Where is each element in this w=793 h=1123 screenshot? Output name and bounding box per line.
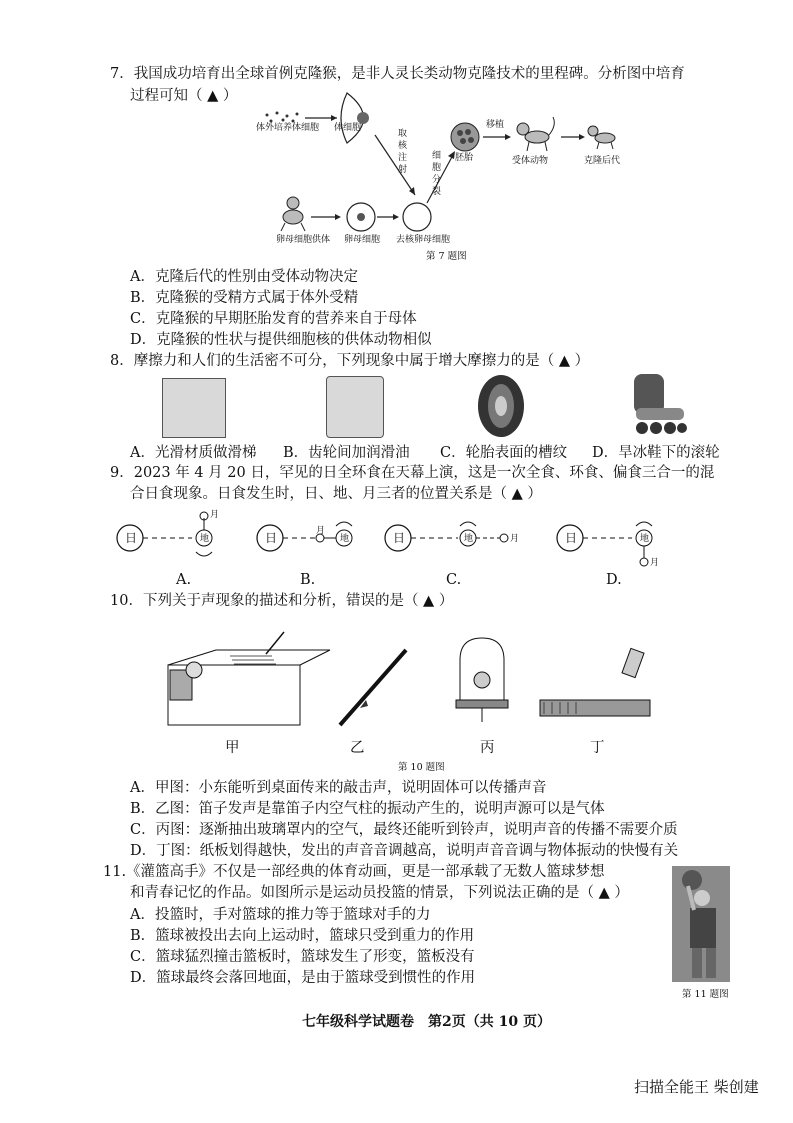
q10-option-c: C．丙图：逐渐抽出玻璃罩内的空气，最终还能听到铃声，说明声音的传播不需要介质 [130,822,678,838]
q8-option-c: C．轮胎表面的槽纹 [440,445,568,461]
flute-image [340,650,406,725]
label-somatic-cell: 体细胞 [334,123,362,133]
q9-option-a: A. [176,572,192,588]
q9a-moon: 月 [210,510,220,520]
page-footer: 七年级科学试题卷 第2页（共 10 页） [302,1014,551,1030]
q10-label-yi: 乙 [350,740,365,756]
clone-monkey-icon [588,126,615,149]
q9b-earth: 地 [340,534,350,544]
label-egg-donor: 卵母细胞供体 [276,235,331,245]
q9d-sun: 日 [565,531,578,545]
q10-caption: 第 10 题图 [398,762,445,773]
scanner-watermark: 扫描全能王 柴创建 [634,1078,759,1096]
label-enucleated-egg: 去核卵母细胞 [396,235,451,245]
tire-image [476,374,526,438]
q8-option-b: B．齿轮间加润滑油 [283,445,410,461]
q11-option-a: A．投篮时，手对篮球的推力等于篮球对手的力 [130,907,431,923]
q9-diagrams [112,508,672,573]
label-culture-cell: 体外培养体细胞 [256,123,320,133]
q7-option-a: A．克隆后代的性别由受体动物决定 [130,269,358,285]
gear-oil-image [326,376,384,438]
label-clone: 克隆后代 [584,156,621,166]
comb-card-image [540,648,650,716]
q10-option-d: D．丁图：纸板划得越快，发出的声音音调越高，说明声音音调与物体振动的快慢有关 [130,843,679,859]
label-embryo: 胚胎 [455,153,474,163]
q10-option-a: A．甲图：小东能听到桌面传来的敲击声，说明固体可以传播声音 [130,780,547,796]
label-cell-division: 细胞分裂 [432,151,442,197]
q10-option-b: B．乙图：笛子发声是靠笛子内空气柱的振动产生的，说明声源可以是气体 [130,801,605,817]
q9c-moon: 月 [510,534,520,544]
q8-stem: 8．摩擦力和人们的生活密不可分，下列现象中属于增大摩擦力的是（ ▲ ） [110,353,590,369]
q7-option-c: C．克隆猴的早期胚胎发育的营养来自于母体 [130,311,417,327]
roller-skate-image [626,372,688,438]
q9a-earth: 地 [200,534,210,544]
q7-caption: 第 7 题图 [426,251,467,262]
q7-option-b: B．克隆猴的受精方式属于体外受精 [130,290,359,306]
egg-donor-monkey-icon [281,197,305,231]
q9-option-b: B. [300,572,316,588]
slide-image [162,378,226,438]
recipient-monkey-icon [517,117,554,151]
label-egg: 卵母细胞 [344,235,381,245]
q10-stem: 10．下列关于声现象的描述和分析，错误的是（ ▲ ） [110,593,454,609]
label-recipient: 受体动物 [512,156,549,166]
basketball-player-image [672,866,732,984]
q9b-moon: 月 [316,526,326,536]
q9b-sun: 日 [265,531,278,545]
q9-option-c: C. [446,572,462,588]
q9c-sun: 日 [393,531,406,545]
q9-stem-line1: 9．2023 年 4 月 20 日，罕见的日全环食在天幕上演，这是一次全食、环食、偏食三合一的混 [110,465,715,481]
q11-stem-line2: 和青春记忆的作品。如图所示是运动员投篮的情景，下列说法正确的是（ ▲ ） [130,885,629,901]
bell-jar-image [456,638,508,722]
q7-stem-line2: 过程可知（ ▲ ） [130,88,238,104]
q7-stem-line1: 7．我国成功培育出全球首例克隆猴，是非人灵长类动物克隆技术的里程碑。分析图中培育 [110,66,685,82]
q9-option-d: D. [606,572,622,588]
q11-option-b: B．篮球被投出去向上运动时，篮球只受到重力的作用 [130,928,475,944]
q9a-sun: 日 [125,531,138,545]
q11-option-c: C．篮球猛烈撞击篮板时，篮球发生了形变，篮板没有 [130,949,475,965]
q9c-earth: 地 [464,534,474,544]
q9d-moon: 月 [650,558,660,568]
desk-knock-image [168,632,330,725]
q10-figures [160,630,660,730]
q11-stem-line1: 11.《灌篮高手》不仅是一部经典的体育动画，更是一部承载了无数人篮球梦想 [103,864,605,880]
label-nucleus-inject: 取核注射 [398,129,408,175]
q10-label-bing: 丙 [480,740,495,756]
q9d-earth: 地 [640,534,650,544]
q7-option-d: D．克隆猴的性状与提供细胞核的供体动物相似 [130,332,432,348]
q11-caption: 第 11 题图 [682,989,729,1000]
q8-option-d: D．旱冰鞋下的滚轮 [592,445,720,461]
q11-option-d: D．篮球最终会落回地面，是由于篮球受到惯性的作用 [130,970,476,986]
q9-stem-line2: 合日食现象。日食发生时，日、地、月三者的位置关系是（ ▲ ） [130,486,542,502]
q10-label-jia: 甲 [225,740,240,756]
q7-cloning-diagram [255,85,635,260]
label-transplant: 移植 [486,120,505,130]
cell-culture-dots [266,112,299,123]
q10-label-ding: 丁 [590,740,605,756]
q8-option-a: A．光滑材质做滑梯 [130,445,257,461]
